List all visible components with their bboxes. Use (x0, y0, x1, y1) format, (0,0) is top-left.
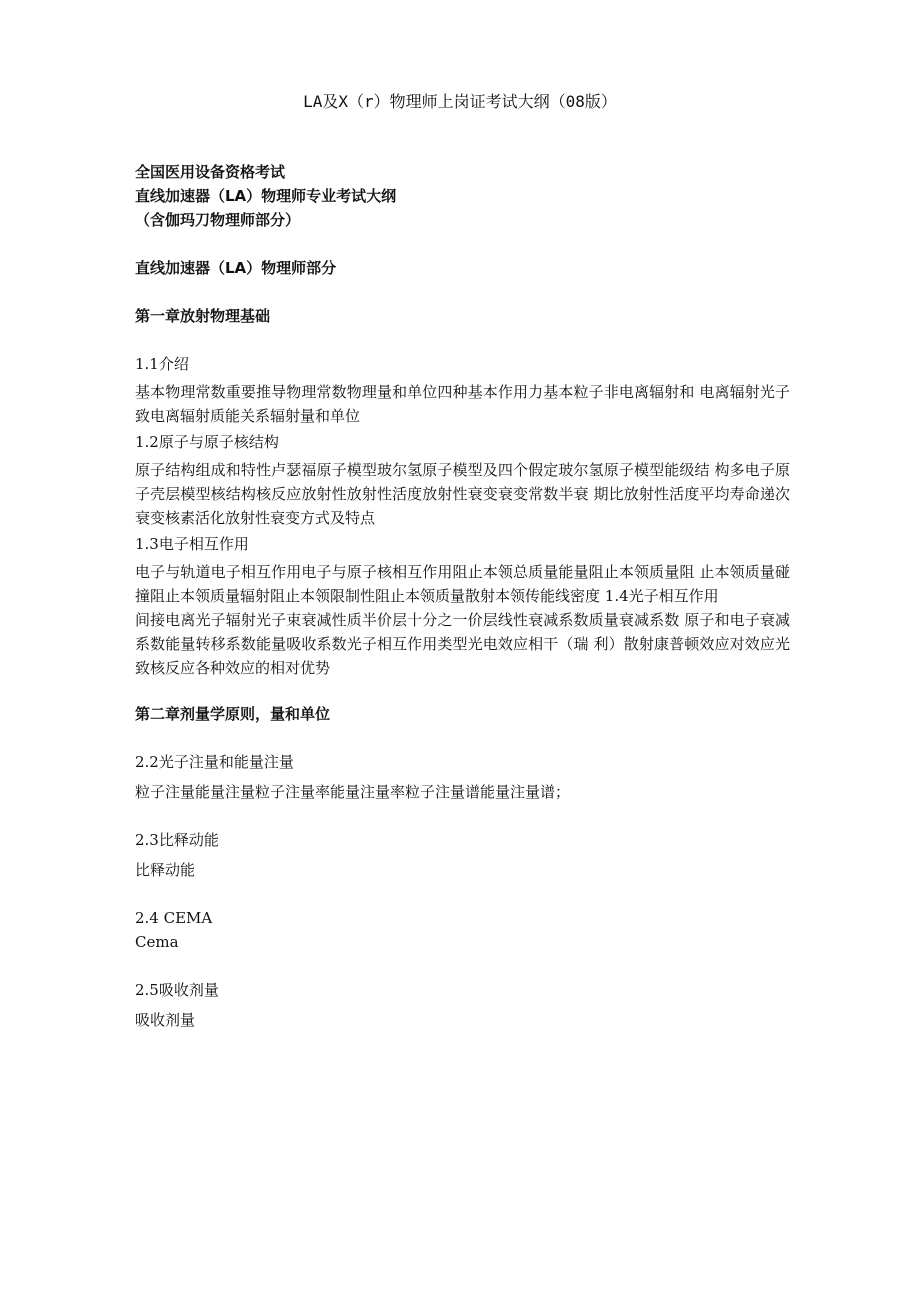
exam-name: 全国医用设备资格考试 (135, 163, 286, 181)
document-title: LA及X（r）物理师上岗证考试大纲（08版） (303, 92, 617, 111)
syllabus-title: 直线加速器（LA）物理师专业考试大纲 (135, 187, 397, 205)
section-1-1-heading: 1.1介绍 (135, 355, 189, 373)
section-2-5-heading: 2.5吸收剂量 (135, 981, 219, 999)
section-1-1-text: 基本物理常数重要推导物理常数物理量和单位四种基本作用力基本粒子非电离辐射和 电离辐射光子致电离辐射质能关系辐射量和单位 (135, 383, 790, 425)
part-title: 直线加速器（LA）物理师部分 (135, 259, 337, 277)
section-1-2-heading: 1.2原子与原子核结构 (135, 433, 279, 451)
chapter-2-title: 第二章剂量学原则，量和单位 (135, 705, 331, 723)
section-1-3-text: 电子与轨道电子相互作用电子与原子核相互作用阻止本领总质量能量阻止本领质量阻 止本领质量碰撞阻止本领质量辐射阻止本领限制性阻止本领质量散射本领传能线密度 1.4光子相互作用 (135, 563, 790, 605)
chapter-1-title: 第一章放射物理基础 (135, 307, 271, 325)
section-2-4-text: Cema (135, 933, 179, 951)
section-1-2-text: 原子结构组成和特性卢瑟福原子模型玻尔氢原子模型及四个假定玻尔氢原子模型能级结 构多电子原子壳层模型核结构核反应放射性放射性活度放射性衰变衰变常数半衰 期比放射性活度平均寿命递次衰变核素活化放射性衰变方式及特点 (135, 461, 790, 527)
document-body (135, 160, 790, 1032)
section-1-4-text: 间接电离光子辐射光子束衰减性质半价层十分之一价层线性衰减系数质量衰减系数 原子和电子衰减系数能量转移系数能量吸收系数光子相互作用类型光电效应相干（瑞 利）散射康普顿效应对效应光致核反应各种效应的相对优势 (135, 611, 790, 677)
syllabus-subtitle: （含伽玛刀物理师部分） (135, 211, 301, 229)
section-2-2-text: 粒子注量能量注量粒子注量率能量注量率粒子注量谱能量注量谱； (135, 783, 571, 801)
section-2-2-heading: 2.2光子注量和能量注量 (135, 753, 294, 771)
section-2-4-heading: 2.4 CEMA (135, 909, 213, 927)
section-1-3-heading: 1.3电子相互作用 (135, 535, 249, 553)
section-2-3-text: 比释动能 (135, 861, 196, 879)
section-2-3-heading: 2.3比释动能 (135, 831, 219, 849)
section-2-5-text: 吸收剂量 (135, 1011, 196, 1029)
